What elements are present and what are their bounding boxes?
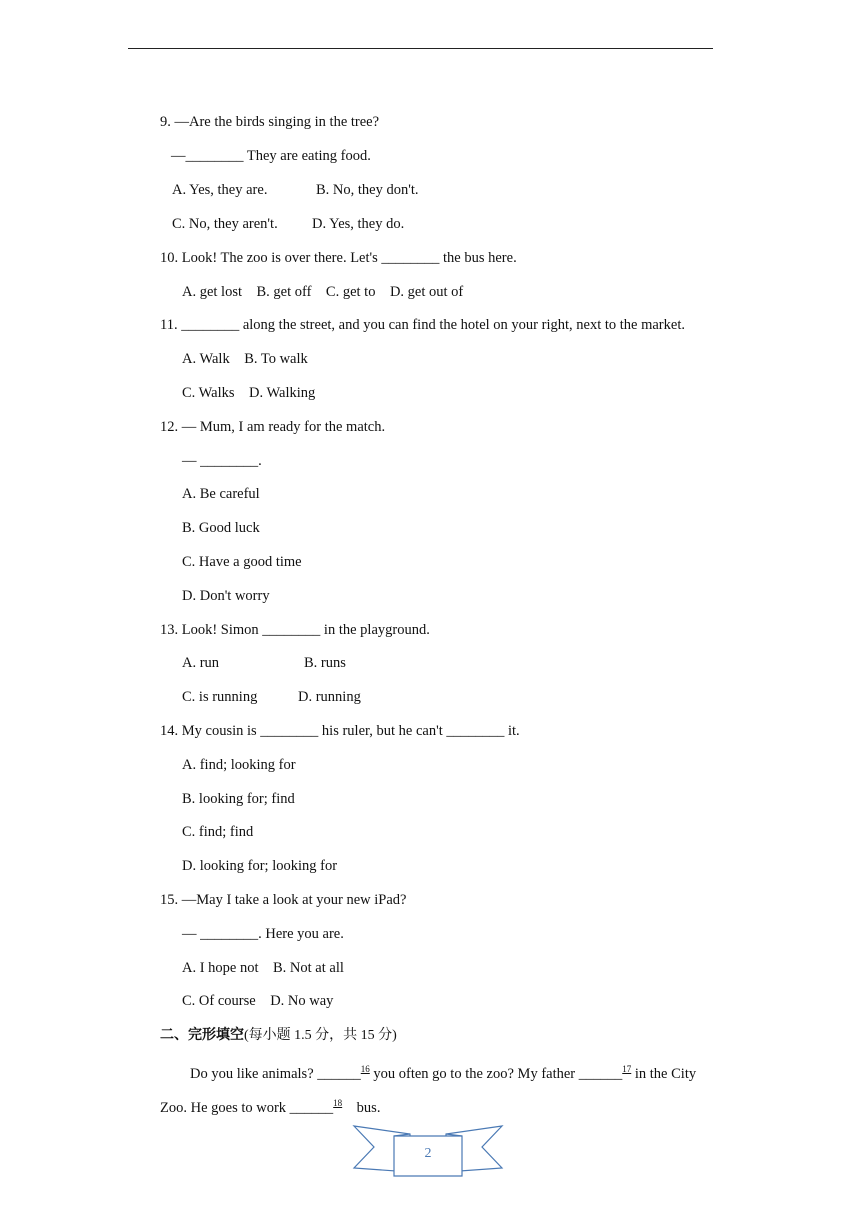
q15-options-ab: A. I hope not B. Not at all xyxy=(182,960,344,976)
q13-option-a: A. run xyxy=(182,655,220,671)
cloze-text: Zoo. He goes to work ______ xyxy=(160,1100,334,1116)
section-heading xyxy=(160,1026,397,1045)
section-note: (每小题 1.5 分，共 15 分) xyxy=(244,1028,397,1043)
q13-stem: 13. Look! Simon ________ in the playground. xyxy=(160,622,430,638)
cloze-line-2 xyxy=(160,1094,380,1117)
q12-option-d: D. Don't worry xyxy=(182,588,270,604)
cloze-text: bus. xyxy=(342,1100,381,1116)
q15-stem: 15. —May I take a look at your new iPad? xyxy=(160,892,407,908)
q14-option-d: D. looking for; looking for xyxy=(182,858,338,874)
section-title: 二、完形填空 xyxy=(160,1027,244,1043)
q12-option-a: A. Be careful xyxy=(182,486,260,502)
q9-option-b: B. No, they don't. xyxy=(316,182,419,198)
blank-number-18: 18 xyxy=(333,1098,343,1108)
q9-option-d: D. Yes, they do. xyxy=(312,216,405,232)
page-number-ribbon xyxy=(352,1122,504,1180)
q14-option-c: C. find; find xyxy=(182,824,254,840)
q12-option-b: B. Good luck xyxy=(182,520,260,536)
blank-number-17: 17 xyxy=(622,1064,632,1074)
blank-number-16: 16 xyxy=(360,1064,370,1074)
page-number: 2 xyxy=(424,1146,432,1161)
q9-option-a: A. Yes, they are. xyxy=(172,182,268,198)
q9-reply: —________ They are eating food. xyxy=(171,148,371,164)
q12-option-c: C. Have a good time xyxy=(182,554,302,570)
cloze-line-1 xyxy=(190,1060,696,1083)
q11-stem: 11. ________ along the street, and you can find the hotel on your right, next to the market. xyxy=(160,317,685,333)
cloze-text: you often go to the zoo? My father ______ xyxy=(369,1066,623,1082)
q13-option-c: C. is running xyxy=(182,689,258,705)
header-rule xyxy=(128,48,713,49)
cloze-text: Do you like animals? ______ xyxy=(190,1066,361,1082)
q12-reply: — ________. xyxy=(182,453,262,469)
q9-option-c: C. No, they aren't. xyxy=(172,216,278,232)
q14-option-b: B. looking for; find xyxy=(182,791,295,807)
q11-options-cd: C. Walks D. Walking xyxy=(182,385,316,401)
q10-options: A. get lost B. get off C. get to D. get out of xyxy=(182,284,464,300)
cloze-text: in the City xyxy=(631,1066,697,1082)
q13-option-d: D. running xyxy=(298,689,361,705)
q14-option-a: A. find; looking for xyxy=(182,757,296,773)
q12-stem: 12. — Mum, I am ready for the match. xyxy=(160,419,386,435)
q13-option-b: B. runs xyxy=(304,655,346,671)
q14-stem: 14. My cousin is ________ his ruler, but he can't ________ it. xyxy=(160,723,520,739)
q11-options-ab: A. Walk B. To walk xyxy=(182,351,308,367)
q9-stem: 9. —Are the birds singing in the tree? xyxy=(160,114,380,130)
q15-options-cd: C. Of course D. No way xyxy=(182,993,334,1009)
q10-stem: 10. Look! The zoo is over there. Let's ________ the bus here. xyxy=(160,250,517,266)
q15-reply: — ________. Here you are. xyxy=(182,926,344,942)
